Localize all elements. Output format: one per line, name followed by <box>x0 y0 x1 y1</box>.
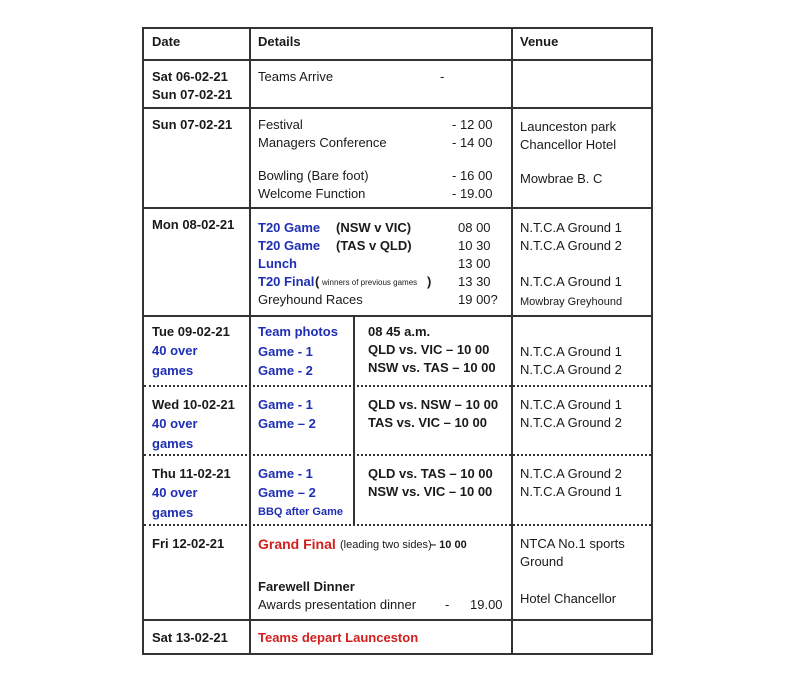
row-sub: 40 over <box>152 416 198 431</box>
match: QLD vs. VIC – 10 00 <box>368 342 490 357</box>
game-label: Game – 2 <box>258 416 316 431</box>
row-date: Mon 08-02-21 <box>152 217 235 232</box>
event-time: - 12 00 <box>452 117 493 132</box>
row-item: Teams Arrive <box>258 69 334 84</box>
venue: N.T.C.A Ground 1 <box>520 397 622 412</box>
table-row <box>144 315 651 385</box>
row-date: Thu 11-02-21 <box>152 466 231 481</box>
grand-final-label: Grand Final <box>258 536 336 552</box>
row-date: Sun 07-02-21 <box>152 117 233 132</box>
match: NSW vs. VIC – 10 00 <box>368 484 493 499</box>
match: QLD vs. NSW – 10 00 <box>368 397 499 412</box>
header-date: Date <box>152 34 181 49</box>
row-date: Fri 12-02-21 <box>152 536 225 551</box>
row-date: Sat 06-02-21 <box>152 69 228 84</box>
sub-divider <box>353 387 355 454</box>
venue: N.T.C.A Ground 2 <box>520 362 622 377</box>
event-name: Managers Conference <box>258 135 387 150</box>
venue: N.T.C.A Ground 1 <box>520 484 622 499</box>
final-label: T20 Final <box>258 274 315 289</box>
final-note: winners of previous games <box>322 278 418 287</box>
row-date: Wed 10-02-21 <box>152 397 235 412</box>
venue: Ground <box>520 554 564 569</box>
header-venue: Venue <box>520 34 559 49</box>
row-sub: games <box>152 436 194 451</box>
final-close-paren: ) <box>427 274 432 289</box>
table-row <box>144 59 651 107</box>
game-label: Game - 2 <box>258 363 313 378</box>
sub-divider <box>353 317 355 385</box>
game-label: T20 Game <box>258 220 321 235</box>
venue: N.T.C.A Ground 1 <box>520 344 622 359</box>
venue: N.T.C.A Ground 2 <box>520 415 622 430</box>
awards-dash: - <box>445 597 450 612</box>
table-row <box>144 385 651 454</box>
venue: N.T.C.A Ground 1 <box>520 220 622 235</box>
event-time: 19 00? <box>458 292 498 307</box>
row-date: Sun 07-02-21 <box>152 87 233 102</box>
event-name: Bowling (Bare foot) <box>258 168 369 183</box>
schedule-table <box>142 27 653 655</box>
venue: Mowbray Greyhound <box>520 296 623 308</box>
grand-final-note: (leading two sides) <box>340 539 432 551</box>
row-sub: 40 over <box>152 343 198 358</box>
event-time: - 16 00 <box>452 168 493 183</box>
final-time: 13 30 <box>458 274 491 289</box>
venue: N.T.C.A Ground 1 <box>520 274 622 289</box>
table-row <box>144 524 651 619</box>
header-details: Details <box>258 34 301 49</box>
event-name: Welcome Function <box>258 186 366 201</box>
venue: N.T.C.A Ground 2 <box>520 238 622 253</box>
table-row <box>144 619 651 655</box>
final-open-paren: ( <box>315 274 320 289</box>
game-label: Game - 1 <box>258 466 313 481</box>
header-row <box>144 29 651 59</box>
row-sub: 40 over <box>152 485 198 500</box>
lunch-time: 13 00 <box>458 256 491 271</box>
awards-label: Awards presentation dinner <box>258 597 417 612</box>
game-label: Game - 1 <box>258 397 313 412</box>
venue: NTCA No.1 sports <box>520 536 625 551</box>
match: TAS vs. VIC – 10 00 <box>368 415 487 430</box>
venue: Mowbrae B. C <box>520 171 603 186</box>
game-label: Game – 2 <box>258 485 316 500</box>
table-row <box>144 107 651 207</box>
grand-final-time: – 10 00 <box>430 539 467 551</box>
event-name: Greyhound Races <box>258 292 363 307</box>
row-date: Tue 09-02-21 <box>152 324 230 339</box>
row-sub: games <box>152 505 194 520</box>
game-label: Team photos <box>258 324 338 339</box>
dinner-label: Farewell Dinner <box>258 579 355 594</box>
table-row <box>144 454 651 524</box>
game-time: 08 00 <box>458 220 491 235</box>
event-time: - 19.00 <box>452 186 493 201</box>
venue: Chancellor Hotel <box>520 137 617 152</box>
event-time: - 14 00 <box>452 135 493 150</box>
row-date: Sat 13-02-21 <box>152 630 228 645</box>
depart-label: Teams depart Launceston <box>258 630 419 645</box>
awards-time: 19.00 <box>470 597 503 612</box>
row-dash: - <box>440 69 445 84</box>
venue: Hotel Chancellor <box>520 591 617 606</box>
match: 08 45 a.m. <box>368 324 431 339</box>
match: QLD vs. TAS – 10 00 <box>368 466 493 481</box>
match: NSW vs. TAS – 10 00 <box>368 360 496 375</box>
game-teams: (TAS v QLD) <box>336 238 412 253</box>
table-row <box>144 207 651 315</box>
game-label: Game - 1 <box>258 344 313 359</box>
event-name: Festival <box>258 117 303 132</box>
bbq-note: BBQ after Game <box>258 506 343 518</box>
lunch-label: Lunch <box>258 256 297 271</box>
game-teams: (NSW v VIC) <box>336 220 412 235</box>
game-time: 10 30 <box>458 238 491 253</box>
venue: Launceston park <box>520 119 617 134</box>
game-label: T20 Game <box>258 238 321 253</box>
row-sub: games <box>152 363 194 378</box>
venue: N.T.C.A Ground 2 <box>520 466 622 481</box>
sub-divider <box>353 456 355 524</box>
